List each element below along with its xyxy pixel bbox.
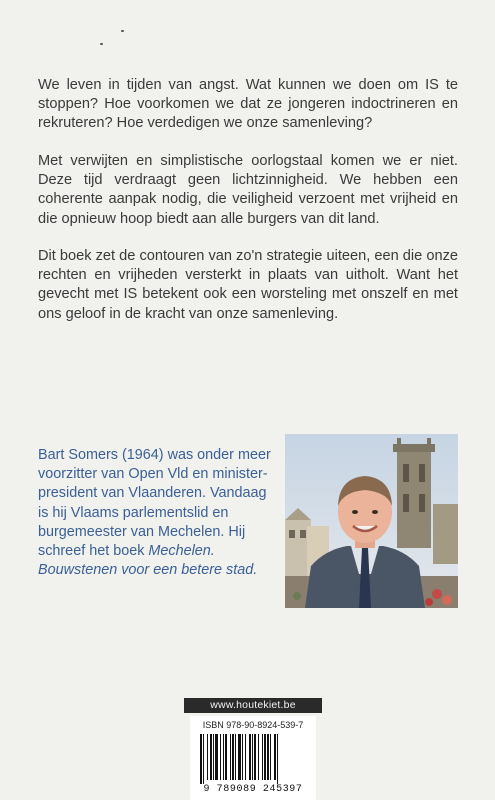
author-book-title: Mechelen. Bouwstenen voor een betere stad. — [38, 543, 258, 579]
barcode-digits: 9 789089 245397 — [203, 784, 303, 795]
barcode-bar — [238, 734, 241, 780]
author-bio-text: Bart Somers (1964) was onder meer voorzitter van Open Vld en minister-president van Vlaanderen. Vandaag is hij Vlaams parlementslid en burgemeester van Mechelen. Hij schreef het boek — [38, 447, 271, 560]
print-speck — [121, 30, 124, 32]
barcode-bar — [225, 734, 227, 780]
barcode-bar — [249, 734, 251, 780]
barcode-bar — [245, 734, 246, 780]
print-speck — [100, 43, 103, 45]
author-photo — [285, 434, 458, 608]
barcode-bar — [223, 734, 224, 780]
barcode — [190, 716, 316, 800]
barcode-bar — [258, 734, 259, 780]
barcode-bar — [203, 734, 204, 784]
barcode-bar — [235, 734, 236, 780]
barcode-bar — [230, 734, 231, 780]
barcode-bar — [215, 734, 218, 780]
barcode-bar — [210, 734, 212, 780]
publisher-website: www.houtekiet.be — [184, 698, 322, 713]
barcode-bar — [264, 734, 266, 780]
isbn-label: ISBN 978-90-8924-539-7 — [202, 720, 304, 730]
blurb-paragraph-2: Met verwijten en simplistische oorlogstaal komen we er niet. Deze tijd verdraagt geen lichtzinnigheid. We hebben een coherente aanpak nodig, die veiligheid verzoent met vrijheid en die opnieuw hoop biedt aan alle burgers van dit land. — [38, 153, 458, 227]
barcode-bar — [213, 734, 214, 780]
barcode-bar — [262, 734, 263, 780]
barcode-bar — [277, 734, 278, 784]
barcode-bar — [232, 734, 234, 780]
barcode-bar — [200, 734, 202, 784]
barcode-bar — [267, 734, 269, 780]
barcode-bar — [254, 734, 256, 780]
blurb-paragraph-1: We leven in tijden van angst. Wat kunnen we doen om IS te stoppen? Hoe voorkomen we dat ze jongeren indoctrineren en rekruteren? Hoe verdedigen we onze samenleving? — [38, 77, 458, 132]
barcode-bar — [220, 734, 221, 780]
author-bio — [38, 446, 276, 580]
barcode-bars — [200, 734, 306, 784]
barcode-bar — [207, 734, 208, 780]
barcode-bar — [274, 734, 276, 780]
barcode-bar — [270, 734, 271, 780]
blurb-paragraph-3: Dit boek zet de contouren van zo'n strategie uiteen, een die onze rechten en vrijheden versterkt in plaats van uitholt. Want het gevecht met IS betekent ook een worsteling met onszelf en met ons geloof in de kracht van onze samenleving. — [38, 248, 458, 322]
barcode-bar — [242, 734, 243, 780]
barcode-bar — [252, 734, 253, 780]
